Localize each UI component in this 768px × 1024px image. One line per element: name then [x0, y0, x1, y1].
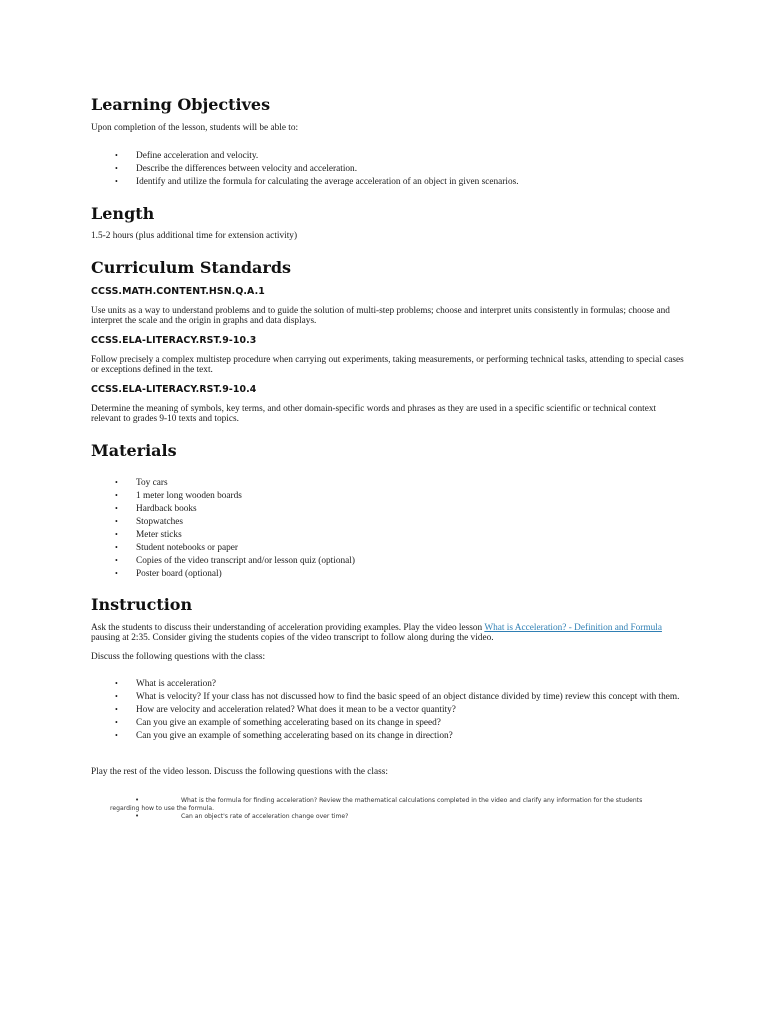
play-rest-text: Play the rest of the video lesson. Discuss the following questions with the class:: [91, 767, 388, 777]
discuss-text: Discuss the following questions with the class:: [91, 652, 266, 662]
standard-description: Follow precisely a complex multistep procedure when carrying out experiments, taking measurements, or performing technical tasks, attending to special cases or exceptions defined in the text.: [91, 355, 684, 376]
bullet-icon: •: [115, 164, 118, 173]
list-item: • Can an object's rate of acceleration change over time?: [135, 812, 349, 820]
learning-objectives-list: [0, 151, 700, 190]
list-item: • How are velocity and acceleration related? What does it mean to be a vector quantity?: [115, 705, 456, 715]
instruction-heading: Instruction: [91, 595, 193, 614]
video-lesson-link[interactable]: What is Acceleration? - Definition and Formula: [484, 623, 662, 633]
bullet-icon: •: [115, 543, 118, 552]
bullet-icon: •: [115, 569, 118, 578]
standard-description: Use units as a way to understand problems and to guide the solution of multi-step problems; choose and interpret units consistently in formulas; choose and interpret the scale and the origin in graphs and data displays.: [91, 306, 670, 327]
list-item: • What is velocity? If your class has not discussed how to find the basic speed of an object distance divided by time) review this concept with them.: [115, 692, 680, 702]
list-item: • Can you give an example of something accelerating based on its change in speed?: [115, 718, 441, 728]
bullet-icon: •: [115, 530, 118, 539]
list-item: • Identify and utilize the formula for calculating the average acceleration of an object in given scenarios.: [115, 177, 519, 187]
list-item: • What is acceleration?: [115, 679, 217, 689]
materials-list: [0, 478, 700, 582]
bullet-icon: •: [115, 679, 118, 688]
list-item: • Can you give an example of something accelerating based on its change in direction?: [115, 731, 453, 741]
bullet-icon: •: [115, 517, 118, 526]
list-item: • Toy cars: [115, 478, 168, 488]
list-item: • What is the formula for finding acceleration? Review the mathematical calculations completed in the video and clarify any information for the students regarding how to use the formula.: [110, 796, 643, 812]
bullet-icon: •: [135, 796, 140, 804]
bullet-icon: •: [135, 812, 140, 820]
list-item: • Stopwatches: [115, 517, 183, 527]
bullet-icon: •: [115, 718, 118, 727]
length-heading: Length: [91, 204, 155, 223]
curriculum-standards-heading: Curriculum Standards: [91, 258, 292, 277]
bullet-icon: •: [115, 556, 118, 565]
bullet-icon: •: [115, 478, 118, 487]
standard-code: CCSS.MATH.CONTENT.HSN.Q.A.1: [91, 286, 265, 297]
bullet-icon: •: [115, 731, 118, 740]
list-item: • Copies of the video transcript and/or lesson quiz (optional): [115, 556, 355, 566]
bullet-icon: •: [115, 151, 118, 160]
learning-objectives-heading: Learning Objectives: [91, 95, 271, 114]
standard-code: CCSS.ELA-LITERACY.RST.9-10.4: [91, 384, 257, 395]
list-item: • Hardback books: [115, 504, 197, 514]
list-item: • Meter sticks: [115, 530, 182, 540]
list-item: • Describe the differences between velocity and acceleration.: [115, 164, 358, 174]
bullet-icon: •: [115, 491, 118, 500]
materials-heading: Materials: [91, 441, 177, 460]
list-item: • Poster board (optional): [115, 569, 222, 579]
length-text: 1.5-2 hours (plus additional time for extension activity): [91, 231, 298, 241]
bullet-icon: •: [115, 177, 118, 186]
list-item: • Student notebooks or paper: [115, 543, 238, 553]
bullet-icon: •: [115, 705, 118, 714]
learning-objectives-intro: Upon completion of the lesson, students will be able to:: [91, 123, 299, 133]
list-item: • Define acceleration and velocity.: [115, 151, 259, 161]
bullet-icon: •: [115, 504, 118, 513]
instruction-intro: Ask the students to discuss their understanding of acceleration providing examples. Play the video lesson What is Acceleration? - Definition and Formula pausing at 2:35. Consider giving the students copies of the video transcript to follow along during the video.: [91, 623, 662, 644]
standard-description: Determine the meaning of symbols, key terms, and other domain-specific words and phrases as they are used in a specific scientific or technical context relevant to grades 9-10 texts and topics.: [91, 404, 657, 425]
list-item: • 1 meter long wooden boards: [115, 491, 242, 501]
discussion-questions-list: [0, 679, 700, 744]
bullet-icon: •: [115, 692, 118, 701]
followup-questions-list: [0, 797, 700, 824]
standard-code: CCSS.ELA-LITERACY.RST.9-10.3: [91, 335, 257, 346]
